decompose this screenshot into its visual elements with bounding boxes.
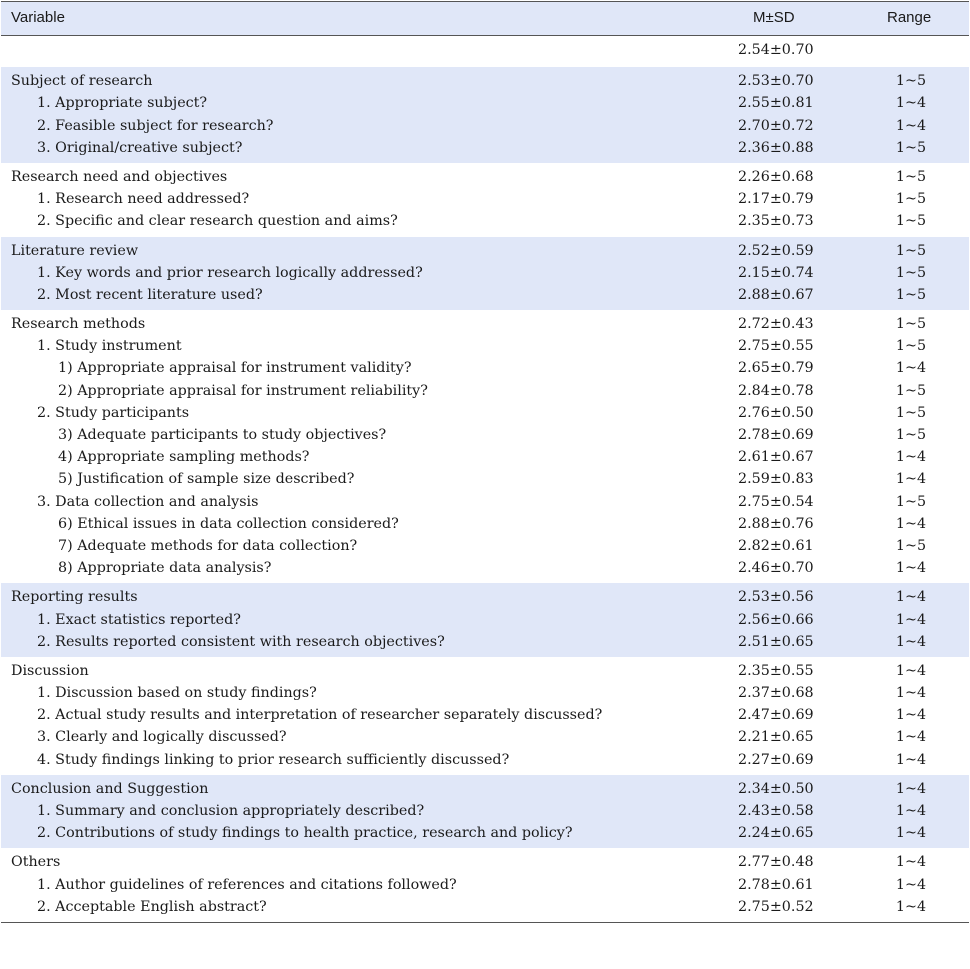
table-row <box>1 424 969 446</box>
row-label: 1. Discussion based on study findings? <box>37 685 317 702</box>
table-row <box>1 188 969 210</box>
row-label: 1. Key words and prior research logically addressed? <box>37 264 423 281</box>
group-heading-row <box>1 660 969 682</box>
row-msd: 2.55±0.81 <box>738 95 814 112</box>
row-label: 1. Research need addressed? <box>37 191 250 208</box>
row-range: 1~5 <box>895 427 927 443</box>
row-label: 1) Appropriate appraisal for instrument validity? <box>58 360 412 377</box>
row-range: 1~4 <box>895 117 927 134</box>
row-range: 1~4 <box>895 825 927 842</box>
table-row <box>1 284 969 306</box>
row-range: 1~5 <box>895 264 927 281</box>
row-label: Literature review <box>11 242 139 259</box>
row-msd: 2.53±0.70 <box>738 73 814 90</box>
row-range: 1~5 <box>895 168 927 185</box>
row-msd: 2.52±0.59 <box>738 242 814 259</box>
row-range: 1~5 <box>895 537 927 554</box>
row-msd: 2.88±0.67 <box>738 286 814 303</box>
row-range: 1~5 <box>895 191 927 208</box>
row-label: 5) Justification of sample size described? <box>58 471 355 488</box>
row-group <box>1 848 969 922</box>
row-msd: 2.34±0.50 <box>738 780 814 797</box>
table-row <box>1 468 969 490</box>
row-msd: 2.75±0.55 <box>738 338 814 355</box>
group-heading-row <box>1 313 969 335</box>
row-range: 1~4 <box>895 662 927 679</box>
row-range: 1~4 <box>895 633 927 650</box>
row-msd: 2.37±0.68 <box>738 685 814 702</box>
table-row <box>1 335 969 357</box>
row-msd: 2.65±0.79 <box>738 360 814 377</box>
row-msd: 2.36±0.88 <box>738 139 814 156</box>
row-msd: 2.53±0.56 <box>738 589 814 606</box>
table-row <box>1 749 969 771</box>
row-range: 1~4 <box>895 560 927 577</box>
row-label: Others <box>11 854 61 871</box>
row-group <box>1 67 969 163</box>
row-msd: 2.72±0.43 <box>738 316 814 333</box>
row-msd: 2.76±0.50 <box>738 404 814 421</box>
row-label: 4. Study findings linking to prior research sufficiently discussed? <box>37 751 510 768</box>
row-group <box>1 163 969 237</box>
row-msd: 2.47±0.69 <box>738 707 814 724</box>
row-group <box>1 583 969 657</box>
row-range: 1~4 <box>895 751 927 768</box>
table-row <box>1 535 969 557</box>
total-row <box>1 39 969 61</box>
header-variable: Variable <box>11 9 65 26</box>
row-label: Discussion <box>11 662 89 679</box>
row-label: 2) Appropriate appraisal for instrument reliability? <box>58 382 428 399</box>
row-msd: 2.54±0.70 <box>738 42 814 58</box>
row-msd: 2.17±0.79 <box>738 191 814 208</box>
row-label: Conclusion and Suggestion <box>11 780 209 797</box>
table-body <box>1 67 969 922</box>
row-group <box>1 657 969 775</box>
row-group <box>1 237 969 311</box>
total-group <box>1 36 969 67</box>
row-range: 1~4 <box>895 780 927 797</box>
row-msd: 2.56±0.66 <box>738 611 814 628</box>
row-label: 2. Specific and clear research question and aims? <box>37 213 398 230</box>
row-label: 2. Acceptable English abstract? <box>37 898 267 915</box>
row-group <box>1 775 969 849</box>
row-range: 1~5 <box>895 139 927 156</box>
row-label: 7) Adequate methods for data collection? <box>58 537 358 554</box>
table-row <box>1 380 969 402</box>
row-range: 1~5 <box>895 382 927 399</box>
row-range: 1~4 <box>895 471 927 488</box>
row-label: 1. Appropriate subject? <box>37 95 208 112</box>
table-row <box>1 446 969 468</box>
row-label: 4) Appropriate sampling methods? <box>58 449 310 466</box>
table-row <box>1 896 969 918</box>
table-row <box>1 874 969 896</box>
row-range: 1~4 <box>895 876 927 893</box>
row-label: Reporting results <box>11 589 138 606</box>
row-range: 1~5 <box>895 242 927 259</box>
row-range: 1~4 <box>895 729 927 746</box>
table-row <box>1 357 969 379</box>
table-row <box>1 210 969 232</box>
row-range: 1~4 <box>895 449 927 466</box>
row-label: 6) Ethical issues in data collection considered? <box>58 515 399 532</box>
row-msd: 2.15±0.74 <box>738 264 814 281</box>
table-row <box>1 726 969 748</box>
results-table <box>1 1 969 923</box>
row-msd: 2.27±0.69 <box>738 751 814 768</box>
row-range: 1~4 <box>895 898 927 915</box>
row-range: 1~5 <box>895 493 927 510</box>
row-label: 1. Study instrument <box>37 338 182 355</box>
row-msd: 2.77±0.48 <box>738 854 814 871</box>
row-msd: 2.75±0.52 <box>738 898 814 915</box>
row-range: 1~4 <box>895 611 927 628</box>
row-range: 1~5 <box>895 338 927 355</box>
row-label: 2. Actual study results and interpretation of researcher separately discussed? <box>37 707 603 724</box>
row-range: 1~4 <box>895 854 927 871</box>
header-msd: M±SD <box>753 9 795 26</box>
table-row <box>1 704 969 726</box>
group-heading-row <box>1 166 969 188</box>
group-heading-row <box>1 586 969 608</box>
row-label: Research methods <box>11 316 146 333</box>
row-label: 3. Data collection and analysis <box>37 493 259 510</box>
row-range: 1~4 <box>895 515 927 532</box>
group-heading-row <box>1 778 969 800</box>
row-label: 3. Original/creative subject? <box>37 139 243 156</box>
row-msd: 2.70±0.72 <box>738 117 814 134</box>
row-msd: 2.46±0.70 <box>738 560 814 577</box>
row-label: 3) Adequate participants to study objectives? <box>58 427 387 443</box>
row-label: 2. Contributions of study findings to health practice, research and policy? <box>37 825 573 842</box>
row-label: Subject of research <box>11 73 153 90</box>
table-row <box>1 800 969 822</box>
row-range: 1~4 <box>895 95 927 112</box>
table-row <box>1 92 969 114</box>
table-header <box>1 1 969 36</box>
row-range: 1~4 <box>895 589 927 606</box>
table-bottom-rule <box>1 922 969 923</box>
table-row <box>1 557 969 579</box>
row-range: 1~4 <box>895 360 927 377</box>
table-row <box>1 491 969 513</box>
row-msd: 2.75±0.54 <box>738 493 814 510</box>
header-range: Range <box>887 9 932 26</box>
table-row <box>1 262 969 284</box>
group-heading-row <box>1 240 969 262</box>
row-msd: 2.61±0.67 <box>738 449 814 466</box>
row-range: 1~5 <box>895 213 927 230</box>
row-msd: 2.26±0.68 <box>738 168 814 185</box>
row-label: 1. Summary and conclusion appropriately described? <box>37 803 425 819</box>
row-msd: 2.35±0.73 <box>738 213 814 230</box>
row-label: 2. Results reported consistent with research objectives? <box>37 633 445 650</box>
row-msd: 2.78±0.69 <box>738 427 814 443</box>
row-group <box>1 310 969 583</box>
table-row <box>1 631 969 653</box>
table-row <box>1 682 969 704</box>
row-range: 1~4 <box>895 685 927 702</box>
row-label: 2. Study participants <box>37 404 190 421</box>
row-range: 1~4 <box>895 803 927 819</box>
table-row <box>1 402 969 424</box>
row-range: 1~5 <box>895 404 927 421</box>
row-range: 1~5 <box>895 286 927 303</box>
row-msd: 2.59±0.83 <box>738 471 814 488</box>
table-row <box>1 609 969 631</box>
row-range: 1~4 <box>895 707 927 724</box>
row-msd: 2.51±0.65 <box>738 633 814 650</box>
row-label: 2. Feasible subject for research? <box>37 117 274 134</box>
group-heading-row <box>1 851 969 873</box>
row-label: 8) Appropriate data analysis? <box>58 560 272 577</box>
row-label: 2. Most recent literature used? <box>37 286 263 303</box>
row-msd: 2.24±0.65 <box>738 825 814 842</box>
row-label: 3. Clearly and logically discussed? <box>37 729 287 746</box>
table-row <box>1 115 969 137</box>
row-msd: 2.84±0.78 <box>738 382 814 399</box>
row-label: Research need and objectives <box>11 168 228 185</box>
row-msd: 2.21±0.65 <box>738 729 814 746</box>
row-label: 1. Exact statistics reported? <box>37 611 241 628</box>
table-row <box>1 137 969 159</box>
row-range: 1~5 <box>895 316 927 333</box>
table-row <box>1 513 969 535</box>
row-msd: 2.82±0.61 <box>738 537 814 554</box>
row-msd: 2.43±0.58 <box>738 803 814 819</box>
table-row <box>1 822 969 844</box>
row-label: 1. Author guidelines of references and citations followed? <box>37 876 457 893</box>
row-range: 1~5 <box>895 73 927 90</box>
group-heading-row <box>1 70 969 92</box>
row-msd: 2.88±0.76 <box>738 515 814 532</box>
row-msd: 2.78±0.61 <box>738 876 814 893</box>
row-msd: 2.35±0.55 <box>738 662 814 679</box>
